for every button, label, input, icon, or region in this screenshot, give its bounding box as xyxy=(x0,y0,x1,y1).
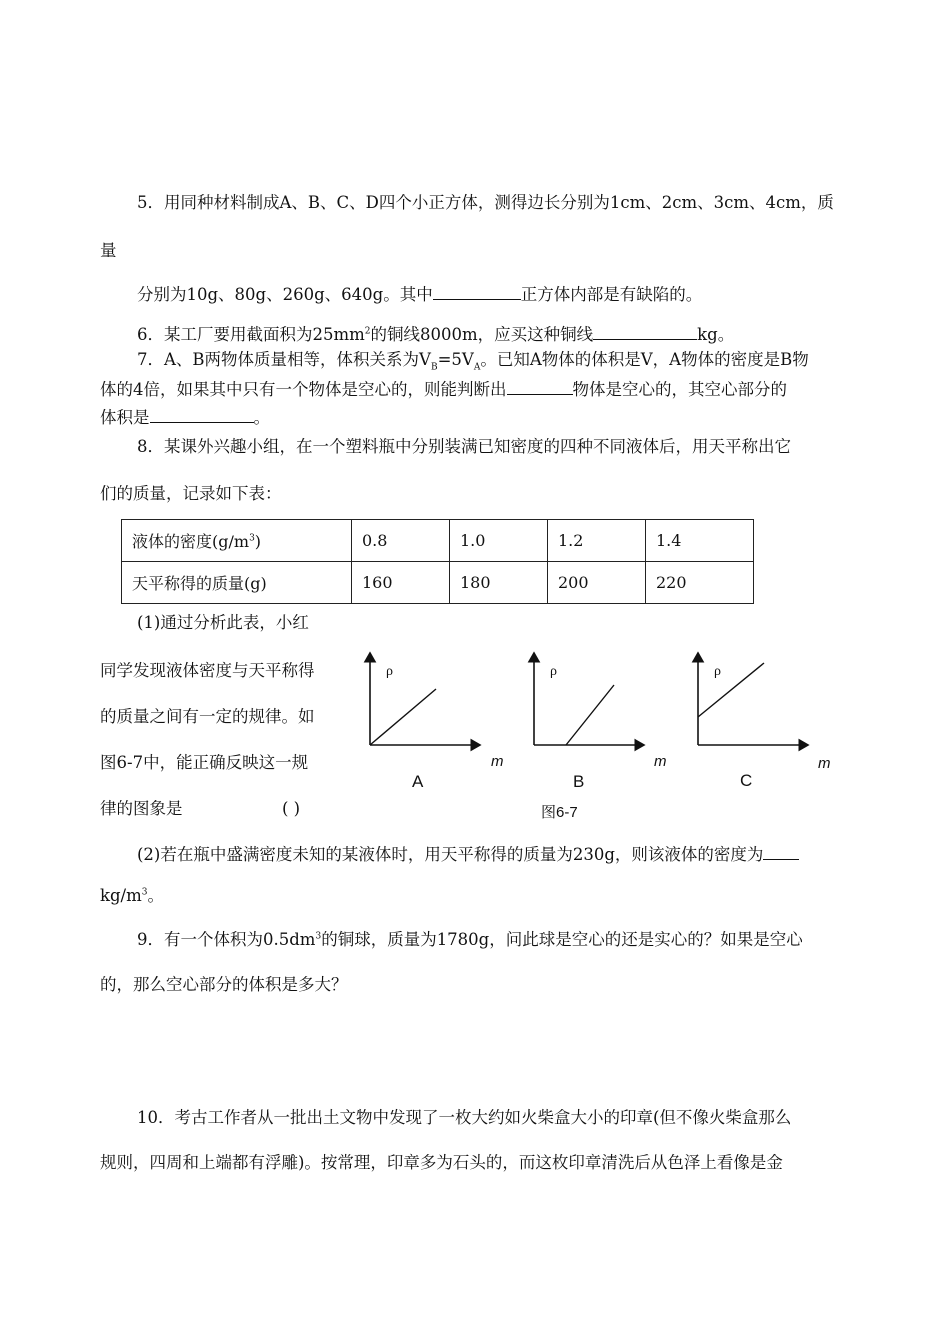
q8-part1-line2: 同学发现液体密度与天平称得 xyxy=(100,661,315,680)
q8-part2-line2: $kg/m^3$。 xyxy=(100,886,164,905)
y-axis-label: ρ xyxy=(386,664,393,679)
q5-answer-blank[interactable] xyxy=(433,282,521,300)
q5-text-end: 正方体内部是有缺陷的。 xyxy=(520,285,703,304)
table-cell: 1.2 xyxy=(548,520,646,562)
table-header-mass: 天平称得的质量(g) xyxy=(122,562,352,604)
q8-part1-line5: 律的图象是 xyxy=(100,799,183,818)
x-axis-label: m xyxy=(818,755,831,772)
y-axis-label: ρ xyxy=(550,664,557,679)
q6-line xyxy=(137,322,734,346)
graph-b xyxy=(526,645,656,755)
q7-text2-end: 物体是空心的，其空心部分的 xyxy=(572,380,787,399)
q8-part2-answer-blank[interactable] xyxy=(763,842,799,860)
table-cell: 200 xyxy=(548,562,646,604)
q7-text3: 体积是 xyxy=(100,408,150,427)
q9-line1: 9．有一个体积为$0.5dm^3$的铜球，质量为1780g，问此球是空心的还是实心的？如果是空心 xyxy=(137,930,803,949)
q7-eq: =5V xyxy=(437,350,474,369)
q9-text: 9．有一个体积为0.5dm xyxy=(137,930,316,949)
x-axis-label: m xyxy=(491,753,504,770)
q9-line2: 的，那么空心部分的体积是多大？ xyxy=(100,975,348,994)
table-cell: 0.8 xyxy=(352,520,450,562)
x-axis-label: m xyxy=(654,753,667,770)
table-cell: 180 xyxy=(450,562,548,604)
density-mass-table xyxy=(121,519,754,604)
table-header-density: 液体的密度$(g/m^3)$ xyxy=(122,520,352,562)
table-cell: 160 xyxy=(352,562,450,604)
q7-text-end: 。已知A物体的体积是V，A物体的密度是B物 xyxy=(480,350,809,369)
q6-answer-blank[interactable] xyxy=(593,322,697,340)
table-cell: 1.4 xyxy=(646,520,754,562)
q6-text: 6．某工厂要用截面积为25mm xyxy=(137,325,365,344)
q7-text: 7．A、B两物体质量相等，体积关系为V xyxy=(137,350,431,369)
q6-text-mid: 的铜线8000m，应买这种铜线 xyxy=(370,325,594,344)
figure-caption: 图6-7 xyxy=(541,804,578,821)
q6-unit: kg。 xyxy=(697,325,735,344)
q7-answer-blank-2[interactable] xyxy=(150,405,254,423)
q5-text: 分别为10g、80g、260g、640g。其中 xyxy=(137,285,433,304)
q9-text-end: 的铜球，质量为1780g，问此球是空心的还是实心的？如果是空心 xyxy=(321,930,803,949)
q10-line2: 规则，四周和上端都有浮雕)。按常理，印章多为石头的，而这枚印章清洗后从色泽上看像是金 xyxy=(100,1153,783,1172)
q10-line1: 10．考古工作者从一批出土文物中发现了一枚大约如火柴盒大小的印章(但不像火柴盒那么 xyxy=(137,1108,792,1127)
table-cell: 1.0 xyxy=(450,520,548,562)
q7-sub-b: B xyxy=(430,362,438,373)
q7-line3 xyxy=(100,405,270,429)
graph-a-label: A xyxy=(412,772,424,791)
q7-line1 xyxy=(137,349,809,371)
q7-text3-end: 。 xyxy=(253,408,270,427)
q8-part1-line4: 图6-7中，能正确反映这一规 xyxy=(100,753,309,772)
q8-part2-line1 xyxy=(137,842,799,866)
graph-b-label: B xyxy=(573,772,585,791)
q8-part1-line3: 的质量之间有一定的规律。如 xyxy=(100,707,315,726)
q7-answer-blank-1[interactable] xyxy=(507,377,573,395)
y-axis-label: ρ xyxy=(714,664,721,679)
graph-a xyxy=(362,645,492,755)
q8-answer-paren[interactable]: ( ) xyxy=(282,799,301,818)
q8-part2-text: (2)若在瓶中盛满密度未知的某液体时，用天平称得的质量为230g，则该液体的密度为 xyxy=(137,845,764,864)
table-row xyxy=(122,562,754,604)
q8-line2: 们的质量，记录如下表： xyxy=(100,484,282,503)
table-cell: 220 xyxy=(646,562,754,604)
q7-sub-a: A xyxy=(473,362,481,373)
q5-line3 xyxy=(137,282,702,306)
q7-text2: 体的4倍，如果其中只有一个物体是空心的，则能判断出 xyxy=(100,380,507,399)
table-row xyxy=(122,520,754,562)
graph-c xyxy=(690,645,820,755)
graph-c-label: C xyxy=(740,771,753,790)
q6-sup: 2 xyxy=(364,326,371,337)
q7-line2 xyxy=(100,377,787,401)
q8-part1-line1: (1)通过分析此表，小红 xyxy=(137,613,309,632)
q8-line1: 8．某课外兴趣小组，在一个塑料瓶中分别装满已知密度的四种不同液体后，用天平称出它 xyxy=(137,437,791,456)
q5-line1: 5．用同种材料制成A、B、C、D四个小正方体，测得边长分别为1cm、2cm、3cm、4cm，质 xyxy=(137,193,834,212)
q5-line2: 量 xyxy=(100,241,117,260)
q8-part2-unit: kg/m xyxy=(100,886,142,905)
